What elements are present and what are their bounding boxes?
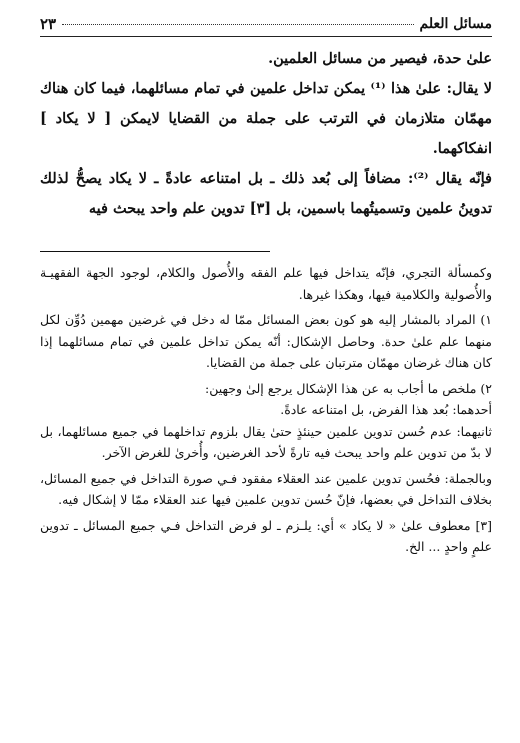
- running-title: مسائل العلم: [419, 16, 492, 32]
- footnotes: [40, 262, 492, 558]
- page-number: ٢٣: [40, 15, 57, 33]
- footnote-paragraph: أحدهما: بُعد هذا الفرض، بل امتناعه عادةً.: [280, 402, 492, 417]
- main-paragraph: علىٰ حدة، فيصير من مسائل العلمين.: [268, 50, 492, 67]
- header-leader-dots: [62, 24, 413, 25]
- footnote-paragraph: ٢) ملخص ما أجاب به عن هذا الإشكال يرجع إلىٰ وجهين:: [205, 380, 492, 396]
- footnote-paragraph: وكمسألة التجري، فإنّه يتداخل فيها علم الفقه والأُصول والكلام، لوجود الجهة الفقهيـة والأُصولية والكلامية فيها، وهكذا غيرها.: [40, 265, 492, 302]
- main-text: [40, 44, 492, 224]
- footnote-paragraph: وبالجملة: فحُسن تدوين علمين عند العقلاء مفقود فـي صورة التداخل في جميع المسائل، بخلاف التداخل في بعضها، فإنّ حُسن تدوين علمين فيها عند العقلاء ممّا لا إشكال فيه.: [40, 470, 492, 507]
- footnote-separator: [40, 251, 270, 252]
- footnote-paragraph: ١) المراد بالمشار إليه هو كون بعض المسائل ممّا له دخل في غرضين مهمين دُوِّن لكل منهما علم علىٰ حدة. وحاصل الإشكال: أنّه يمكن تداخل علمين في تمام مسائلهما إذا كان هناك غرضان مهمّان مترتبان على جملة من القضايا.: [40, 312, 492, 370]
- footnote-paragraph: [٣] معطوف علىٰ « لا يكاد » أي: يلـزم ـ لو فرض التداخل فـي جميع المسائل ـ تدوين علمٍ واحدٍ ... الخ.: [40, 517, 492, 554]
- running-header: [40, 12, 492, 37]
- footnote-paragraph: ثانيهما: عدم حُسن تدوين علمين حينئذٍ حتىٰ يقال بلزوم تداخلهما في جميع مسائلهما، بل لا بدّ من تدوين علم واحد يبحث فيه تارةً لأحد الغرضين، وأُخرىٰ للغرض الآخر.: [40, 423, 492, 460]
- main-paragraph: لا يقال: علىٰ هذا ⁽¹⁾ يمكن تداخل علمين في تمام مسائلهما، فيما كان هناك مهمّان متلازمان في الترتب على جملة من القضايا لايمكن [ لا يكاد ] انفكاكهما.: [40, 80, 492, 157]
- main-paragraph: فإنّه يقال ⁽²⁾: مضافاً إلى بُعد ذلك ـ بل امتناعه عادةً ـ لا يكاد يصحُّ لذلك تدوينُ علمين وتسميتُهما باسمين، بل [٣] تدوين علم واحد يبحث فيه: [40, 170, 492, 217]
